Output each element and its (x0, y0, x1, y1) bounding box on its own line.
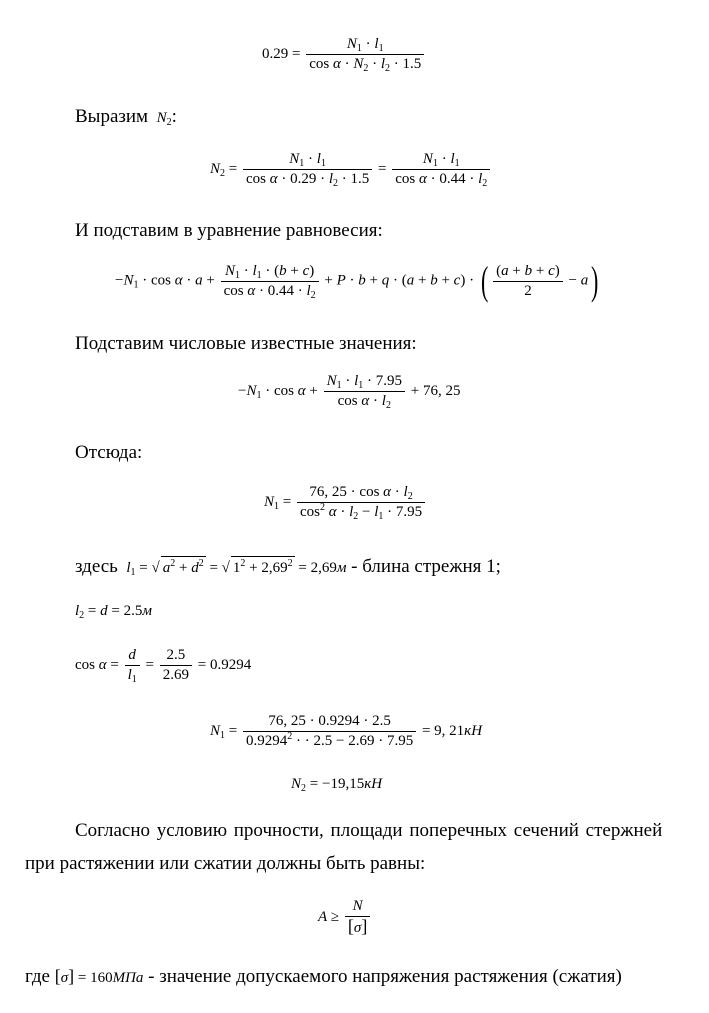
ratio-fraction: $\frac{N_1 \cdot l_1}{\cos \alpha \cdot N_2 \cdot l_2 \cdot 1.5}$ (306, 36, 424, 73)
express-n2-colon: : (171, 106, 177, 127)
one-value: 1 (232, 560, 241, 576)
kn-unit: кН (464, 722, 483, 739)
n1-symbolic-fraction: $\frac{76, 25 \cdot \cos \alpha \cdot l_2}{\cos^2 \alpha \cdot l_2 - l_1 \cdot 7.95}$ (297, 484, 425, 521)
where-label: где (25, 966, 50, 987)
load-coef-3: 7.95 (386, 733, 414, 749)
cos-symbolic-fraction: $\frac{d}{l_1}$ (125, 647, 140, 684)
equation-n1-numeric: $N_1$ = $\frac{76, 25 \cdot 0.9294 \cdot 2.5}{0.9294^2 \cdot \cdot 2.5 - 2.69 \cdot 7.95}$ = 9, 21кН (210, 713, 483, 749)
equation-n2: $N_2$ = $\frac{N_1 \cdot l_1}{\cos \alpha \cdot 0.29 \cdot l_2 \cdot 1.5}$ = $\frac{N_1 \cdot l_1}{\cos \alpha \cdot 0.44 \cdot l_2}$ (210, 151, 492, 188)
here-label: здесь (75, 556, 118, 577)
half-fraction: $\frac{(a + b + c)}{2}$ (493, 263, 563, 300)
load-coef-2: 7.95 (395, 504, 423, 520)
n1-result: 9, 21 (434, 722, 465, 739)
safety-factor-2: 1.5 (350, 171, 370, 187)
l2-line: $l_2 = d = 2.5м$ (75, 603, 152, 621)
mpa-unit: МПа (112, 970, 144, 986)
rod-length-line: здесь $l_1$ = √ $a^2 + d^2$ = √ $1^2 + 2,69^2 = 2,69м$ - блина стрежня 1; (75, 556, 501, 578)
hence-line: Отсюда: (75, 442, 143, 463)
cos-den: 2.69 (162, 667, 189, 683)
half-divisor: 2 (524, 282, 532, 299)
cos-numeric-fraction (160, 647, 192, 684)
reduced-const-2: 0.44 (267, 282, 294, 299)
l1-result: 2,69 (310, 560, 337, 576)
n2-result: 19,15 (330, 776, 365, 792)
len-d-3: 2.5 (313, 733, 333, 749)
n1-numeric-fraction: $\frac{76, 25 \cdot 0.9294 \cdot 2.5}{0.9294^2 \cdot \cdot 2.5 - 2.69 \cdot 7.95}$ (243, 713, 416, 750)
load-coef: 7.95 (375, 373, 403, 389)
equilibrium-fraction: $\frac{N_1 \cdot l_1 \cdot (b + c)}{\cos \alpha \cdot 0.44 \cdot l_2}$ (221, 263, 319, 300)
express-n2-label: Выразим (75, 106, 149, 127)
equation-n1-symbolic: $N_1$ = $\frac{76, 25 \cdot \cos \alpha \cdot l_2}{\cos^2 \alpha \cdot l_2 - l_1 \cdot 7.95}$ (264, 484, 427, 521)
len-d-2: 2.5 (372, 713, 391, 729)
rod-length-note: - блина стрежня 1; (351, 556, 501, 577)
stress-note: - значение допускаемого напряжения растяжения (сжатия) (148, 966, 622, 987)
safety-factor: 1.5 (402, 56, 422, 72)
inner-const: 0.29 (290, 171, 317, 187)
cos-num: 2.5 (160, 647, 192, 666)
cos-value-3: 0.9294 (245, 733, 288, 749)
meter-unit: м (336, 560, 347, 576)
l1-radicand: 2,69 (261, 560, 288, 576)
n2-fraction-a: $\frac{N_1 \cdot l_1}{\cos \alpha \cdot 0.29 \cdot l_2 \cdot 1.5}$ (243, 151, 372, 188)
area-fraction: $\frac{N}{[\sigma]}$ (345, 898, 370, 937)
equation-equilibrium: $-N_1 \cdot \cos \alpha \cdot a$ + $\frac{N_1 \cdot l_1 \cdot (b + c)}{\cos \alpha \cdot 0.44 \cdot l_2}$ + P · b + q · (a + b + c) · ( $\frac{(a + b + c)}{2}$ − a) (115, 258, 599, 303)
d-value: 2.5 (123, 603, 143, 619)
cos-exponent-2: 2 (287, 731, 293, 742)
equation-ratio: 0.29 = $\frac{N_1 \cdot l_1}{\cos \alpha \cdot N_2 \cdot l_2 \cdot 1.5}$ (262, 36, 426, 73)
substitute-values-line: Подставим числовые известные значения: (75, 333, 417, 354)
len-l1-2: 2.69 (348, 733, 375, 749)
load-const: 76, 25 (422, 382, 461, 399)
strength-paragraph-line1: Согласно условию прочности, площади поперечных сечений стержней (75, 820, 663, 841)
stress-line: где [σ] = 160МПа - значение допускаемого напряжения растяжения (сжатия) (25, 966, 622, 987)
reduced-const: 0.44 (439, 171, 466, 187)
kn-unit-2: кН (364, 776, 383, 792)
cos-exponent: 2 (319, 502, 325, 513)
load-const-2: 76, 25 (309, 484, 347, 500)
strength-paragraph-line2: при растяжении или сжатии должны быть равны: (25, 853, 426, 874)
load-const-3: 76, 25 (268, 713, 306, 729)
meter-unit-2: м (142, 603, 152, 619)
sigma-value: 160 (90, 970, 113, 986)
cos-value: 0.9294 (209, 656, 252, 673)
numeric-fraction: $\frac{N_1 \cdot l_1 \cdot 7.95}{\cos \alpha \cdot l_2}$ (324, 373, 405, 410)
equation-numeric: $-N_1 \cdot \cos \alpha$ + $\frac{N_1 \cdot l_1 \cdot 7.95}{\cos \alpha \cdot l_2}$ + 76, 25 (238, 373, 461, 411)
cos-line: cos α = $\frac{d}{l_1}$ = $\frac{2.5}{2.69}$ = 0.9294 (75, 647, 252, 685)
n2-result-line: $N_2 = -19,15кН$ (291, 776, 383, 794)
substitute-equilibrium-line: И подставим в уравнение равновесия: (75, 220, 383, 241)
n2-fraction-b: $\frac{N_1 \cdot l_1}{\cos \alpha \cdot 0.44 \cdot l_2}$ (392, 151, 490, 188)
express-n2-line: Выразим $N_2$: (75, 106, 177, 128)
area-inequality: A ≥ $\frac{N}{[\sigma]}$ (318, 898, 372, 937)
ratio-value: 0.29 (262, 45, 289, 62)
cos-value-2: 0.9294 (318, 713, 360, 729)
